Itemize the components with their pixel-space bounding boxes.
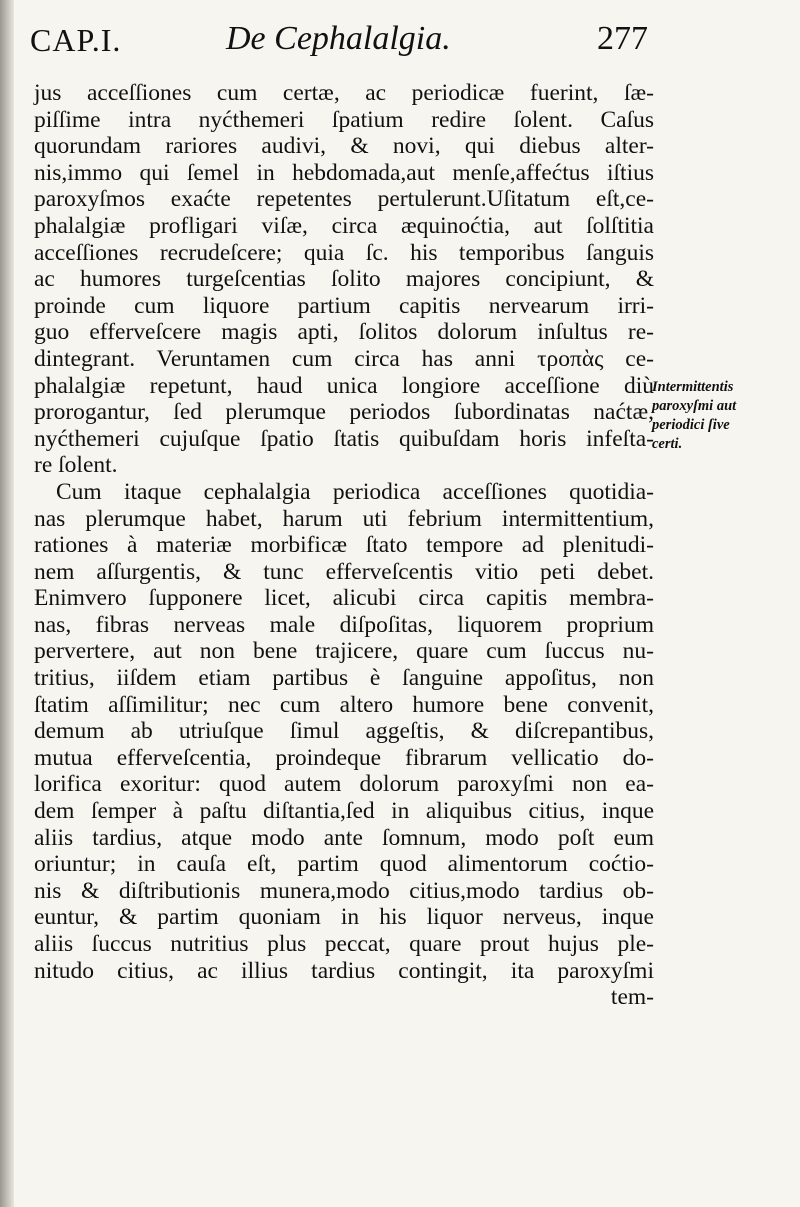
text-line: guo efferveſcere magis apti, ſolitos dolorum inſultus re-: [34, 319, 654, 346]
text-line: nem aſſurgentis, & tunc efferveſcentis vitio peti debet.: [34, 558, 654, 585]
chapter-label: CAP.I.: [30, 22, 122, 58]
page-number: 277: [597, 20, 648, 57]
text-line: paroxyſmos exaćte repetentes pertulerunt.Uſitatum eſt,ce-: [34, 186, 654, 213]
text-line: acceſſiones recrudeſcere; quia ſc. his temporibus ſanguis: [34, 239, 654, 266]
marginal-note-line: certi.: [652, 436, 683, 452]
text-line: dintegrant. Veruntamen cum circa has anni τροπὰς ce-: [34, 345, 654, 372]
text-line: piſſime intra nyćthemeri ſpatium redire ſolent. Caſus: [34, 106, 654, 133]
text-line: nyćthemeri cujuſque ſpatio ſtatis quibuſdam horis infeſta-: [34, 425, 654, 452]
text-line: phalalgiæ profligari viſæ, circa æquinoćtia, aut ſolſtitia: [34, 212, 654, 239]
text-line: mutua efferveſcentia, proindeque fibrarum vellicatio do-: [34, 744, 654, 771]
text-line: pervertere, aut non bene trajicere, quare cum ſuccus nu-: [34, 638, 654, 665]
text-line: re ſolent.: [34, 452, 118, 479]
catchword: tem-: [610, 984, 654, 1011]
marginal-note-line: periodici ſive: [652, 417, 730, 433]
text-line: nas plerumque habet, harum uti febrium intermittentium,: [34, 505, 654, 532]
text-line: Cum itaque cephalalgia periodica acceſſiones quotidia-: [56, 478, 654, 505]
text-line: ac humores turgeſcentias ſolito majores concipiunt, &: [34, 266, 654, 293]
text-line: tritius, iiſdem etiam partibus è ſanguine appoſitus, non: [34, 665, 654, 692]
text-line: rationes à materiæ morbificæ ſtato tempore ad plenitudi-: [34, 532, 654, 559]
marginal-note-line: paroxyſmi aut: [652, 398, 737, 414]
text-line: proinde cum liquore partium capitis nervearum irri-: [34, 292, 654, 319]
paragraph-2: [34, 479, 654, 984]
text-line: prorogantur, ſed plerumque periodos ſubordinatas naćtæ,: [34, 399, 654, 426]
text-line: ſtatim aſſimilitur; nec cum altero humore bene convenit,: [34, 691, 654, 718]
text-line: nas, fibras nerveas male diſpoſitas, liquorem proprium: [34, 611, 654, 638]
marginal-note-line: Intermittentis: [652, 379, 734, 395]
text-line: nis & diſtributionis munera,modo citius,modo tardius ob-: [34, 877, 654, 904]
text-line: oriuntur; in cauſa eſt, partim quod alimentorum coćtio-: [34, 851, 654, 878]
text-line: lorifica exoritur: quod autem dolorum paroxyſmi non ea-: [34, 771, 654, 798]
text-line: aliis ſuccus nutritius plus peccat, quare prout hujus ple-: [34, 931, 654, 957]
text-line: phalalgiæ repetunt, haud unica longiore acceſſione diù: [34, 372, 654, 399]
page-gutter-shadow: [0, 0, 14, 1207]
text-line: quorundam rariores audivi, & novi, qui diebus alter-: [34, 133, 654, 160]
paragraph-1: [34, 80, 654, 479]
running-title: De Cephalalgia.: [226, 20, 451, 57]
text-line: nis,immo qui ſemel in hebdomada,aut menſe,affećtus iſtius: [34, 159, 654, 186]
text-line: dem ſemper à paſtu diſtantia,ſed in aliquibus citius, inque: [34, 798, 654, 825]
marginal-note: [652, 378, 792, 454]
text-line: Enimvero ſupponere licet, alicubi circa capitis membra-: [34, 585, 654, 612]
body-text: [34, 80, 654, 1011]
running-header: [30, 14, 660, 74]
text-line: nitudo citius, ac illius tardius contingit, ita paroxyſmi: [34, 957, 654, 984]
text-line: aliis tardius, atque modo ante ſomnum, modo poſt eum: [34, 824, 654, 851]
text-line: demum ab utriuſque ſimul aggeſtis, & diſcrepantibus,: [34, 718, 654, 745]
text-line: euntur, & partim quoniam in his liquor nerveus, inque: [34, 904, 654, 931]
text-line: jus acceſſiones cum certæ, ac periodicæ fuerint, ſæ-: [34, 80, 654, 106]
